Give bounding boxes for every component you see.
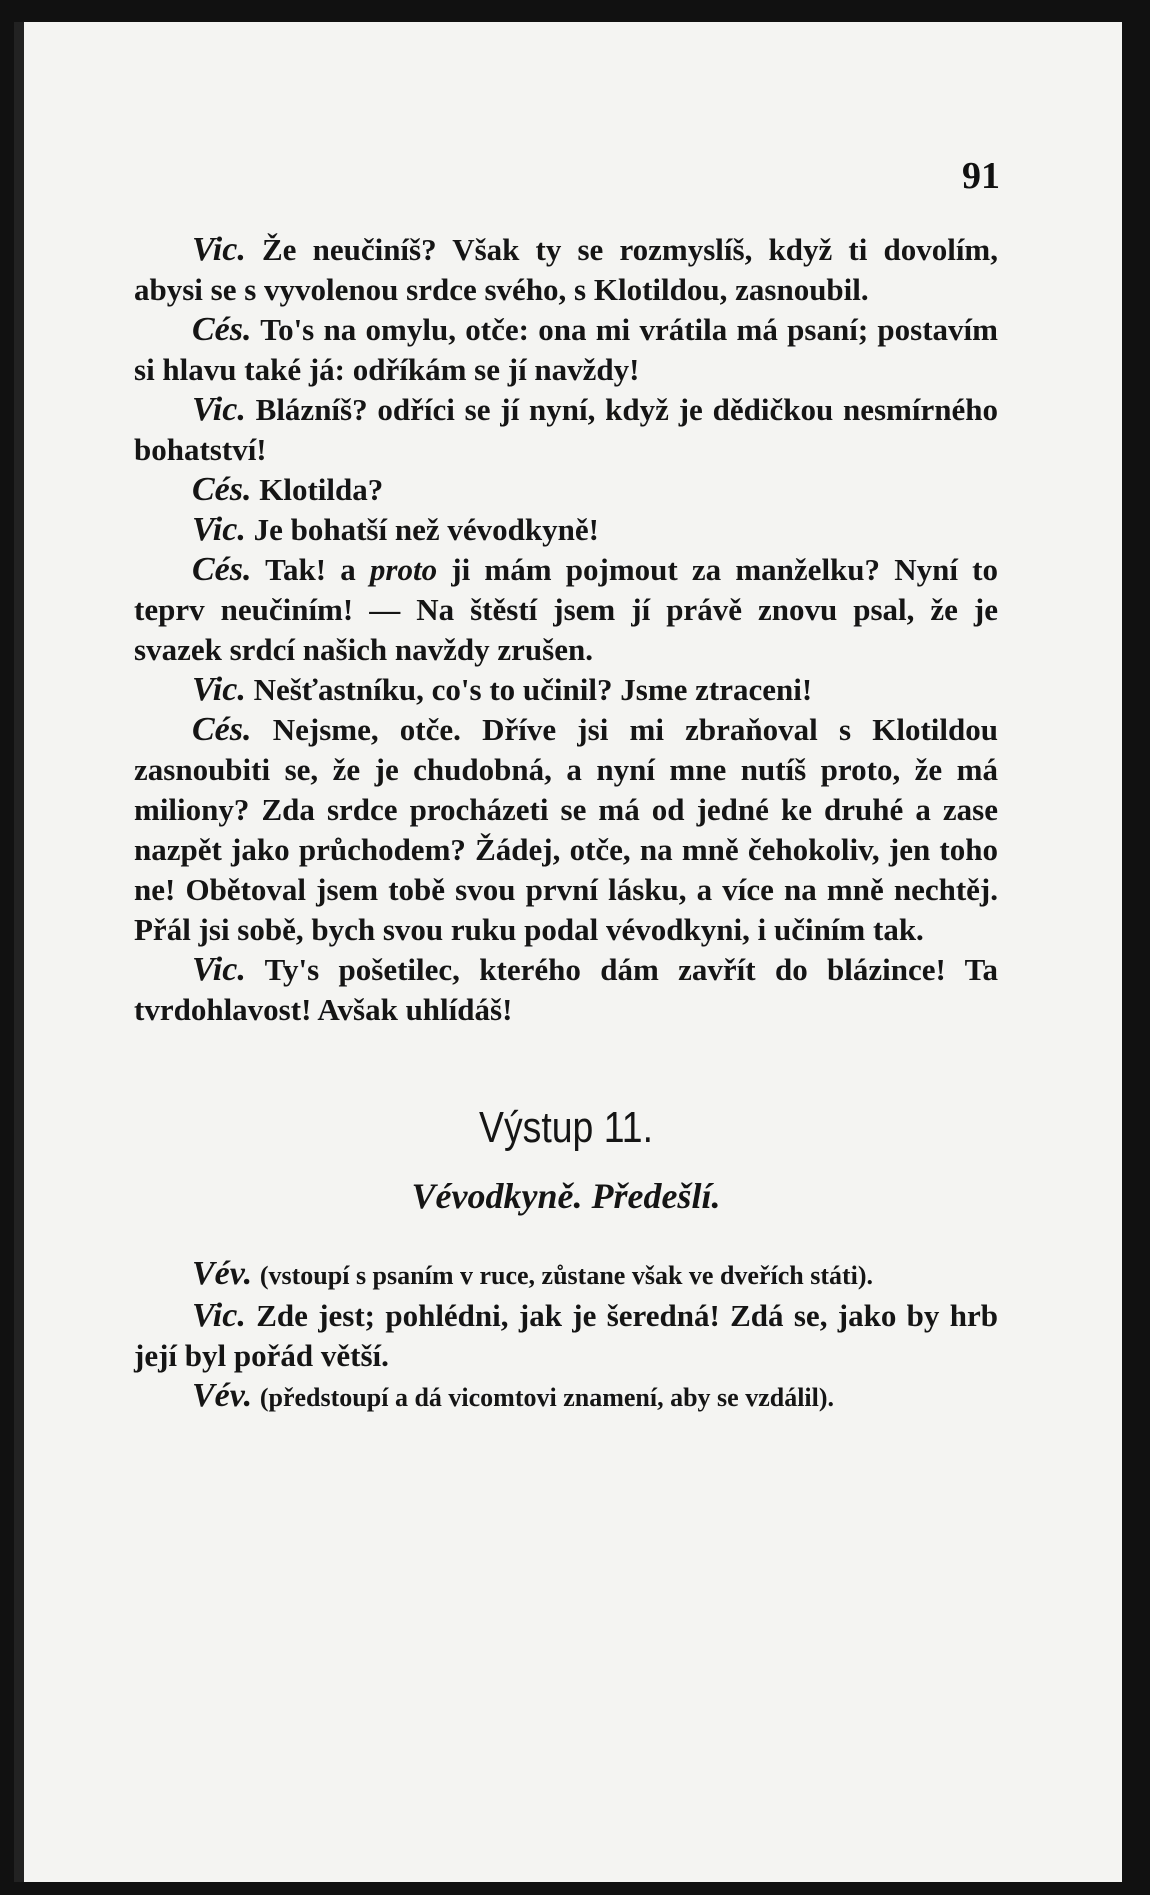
dialogue-text: Blázníš? odříci se jí nyní, když je dědičkou nesmírného bohatství! <box>134 392 998 467</box>
speaker-label: Vic. <box>192 671 246 708</box>
emphasized-word: proto <box>369 552 438 587</box>
speaker-label: Vév. <box>192 1377 253 1414</box>
stage-direction: (vstoupí s psaním v ruce, zůstane však ve dveřích státi). <box>259 1261 874 1290</box>
dialogue-text: Že neučiníš? Však ty se rozmyslíš, když ti dovolím, abysi se s vyvolenou srdce svého, s Klotildou, zasnoubil. <box>134 232 998 307</box>
dialogue-text: Ty's pošetilec, kterého dám zavřít do blázince! Ta tvrdohlavost! Avšak uhlídáš! <box>134 952 998 1027</box>
dialogue-line <box>134 470 998 510</box>
speaker-label: Vic. <box>192 951 246 988</box>
stage-direction-line <box>134 1254 998 1296</box>
dialogue-line <box>134 1296 998 1376</box>
dialogue-line <box>134 710 998 950</box>
speaker-label: Vic. <box>192 231 246 268</box>
stage-direction: (předstoupí a dá vicomtovi znamení, aby se vzdálil). <box>259 1383 835 1412</box>
dialogue-text: Zde jest; pohlédni, jak je šeredná! Zdá se, jako by hrb její byl pořád větší. <box>134 1298 999 1373</box>
book-page <box>14 22 1122 1882</box>
scene-heading: Výstup 11. <box>479 1103 653 1152</box>
dialogue-text: Je bohatší než vévodkyně! <box>253 512 599 547</box>
speaker-label: Vic. <box>192 511 246 548</box>
speaker-label: Cés. <box>192 711 252 748</box>
dialogue-text: Nešťastníku, co's to učinil? Jsme ztraceni! <box>253 672 813 707</box>
dialogue-line <box>134 390 998 470</box>
dialogue-text: To's na omylu, otče: ona mi vrátila má psaní; postavím si hlavu také já: odříkám se jí navždy! <box>134 312 998 387</box>
scene-persons: Vévodkyně. Předešlí. <box>411 1176 721 1216</box>
dialogue-line <box>134 670 998 710</box>
dialogue-text-after: ji mám pojmout za manželku? Nyní to teprv neučiním! — Na štěstí jsem jí právě znovu psal, že je svazek srdcí našich navždy zrušen. <box>134 552 998 667</box>
dialogue-line <box>134 230 998 310</box>
speaker-label: Vic. <box>192 1297 246 1334</box>
page-number: 91 <box>962 155 1000 197</box>
dialogue-text-before: Tak! a <box>265 552 370 587</box>
dialogue-line <box>134 510 998 550</box>
dialogue-line <box>134 950 998 1030</box>
speaker-label: Vév. <box>192 1255 253 1292</box>
dialogue-text: Nejsme, otče. Dříve jsi mi zbraňoval s Klotildou zasnoubiti se, že je chudobná, a nyní mne nutíš proto, že má miliony? Zda srdce procházeti se má od jedné ke druhé a zase nazpět jako průchodem? Žádej, otče, na mně čehokoliv, jen toho ne! Obětoval jsem tobě svou první lásku, a více na mně nechtěj. Přál jsi sobě, bych svou ruku podal vévodkyni, i učiním tak. <box>134 712 998 947</box>
stage-direction-line <box>134 1376 998 1418</box>
speaker-label: Vic. <box>192 391 246 428</box>
speaker-label: Cés. <box>192 311 252 348</box>
speaker-label: Cés. <box>192 471 252 508</box>
speaker-label: Cés. <box>192 551 252 588</box>
dialogue-line <box>134 310 998 390</box>
text-block <box>134 230 998 1418</box>
dialogue-line <box>134 550 998 670</box>
dialogue-text: Klotilda? <box>259 472 384 507</box>
